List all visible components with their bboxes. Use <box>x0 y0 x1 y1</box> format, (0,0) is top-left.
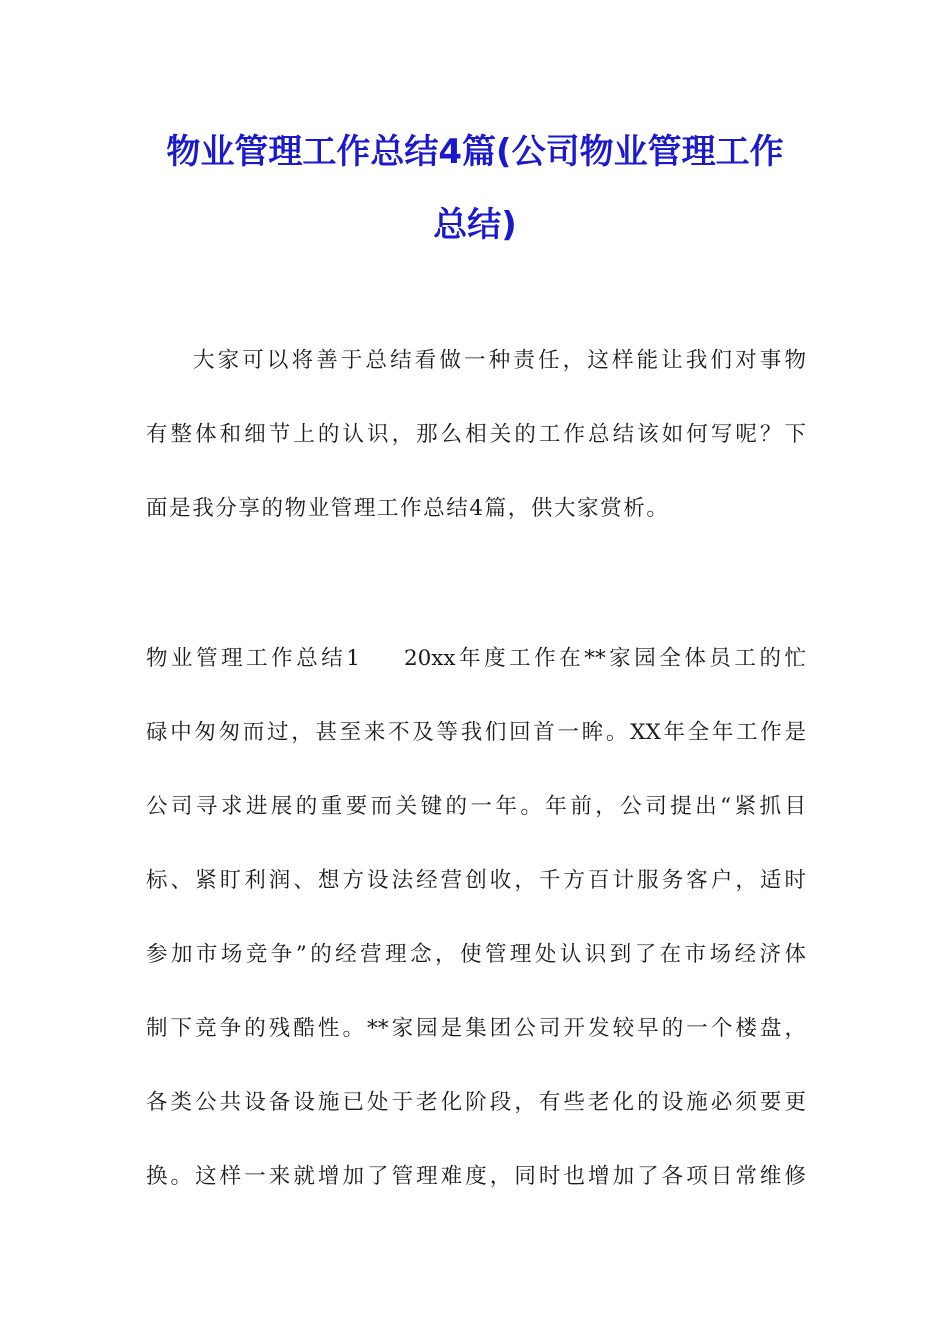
intro-line-1: 大家可以将善于总结看做一种责任，这样能让我们对事物 <box>193 348 806 373</box>
section-1-line-5: 参加市场竞争”的经营理念，使管理处认识到了在市场经济体 <box>146 942 806 967</box>
section-1-first-line-text: 20xx年度工作在**家园全体员工的忙 <box>403 646 806 671</box>
section-1-first-line <box>146 648 806 670</box>
section-1-line-8: 换。这样一来就增加了管理难度，同时也增加了各项日常维修 <box>146 1164 806 1189</box>
document-title-line-1: 物业管理工作总结4篇(公司物业管理工作 <box>166 132 784 172</box>
section-1-line-7: 各类公共设备设施已处于老化阶段，有些老化的设施必须要更 <box>146 1090 806 1115</box>
section-1-line-2: 碌中匆匆而过，甚至来不及等我们回首一眸。XX年全年工作是 <box>146 720 806 745</box>
intro-line-3: 面是我分享的物业管理工作总结4篇，供大家赏析。 <box>146 496 670 521</box>
document-title-line-2: 总结) <box>433 205 517 245</box>
section-1-line-6: 制下竞争的残酷性。**家园是集团公司开发较早的一个楼盘， <box>146 1016 806 1041</box>
section-1-line-3: 公司寻求进展的重要而关键的一年。年前，公司提出“紧抓目 <box>146 794 806 819</box>
intro-line-2: 有整体和细节上的认识，那么相关的工作总结该如何写呢？下 <box>146 422 806 447</box>
section-1-line-4: 标、紧盯利润、想方设法经营创收，千方百计服务客户，适时 <box>146 868 806 893</box>
section-1-heading: 物业管理工作总结1 <box>146 646 360 671</box>
